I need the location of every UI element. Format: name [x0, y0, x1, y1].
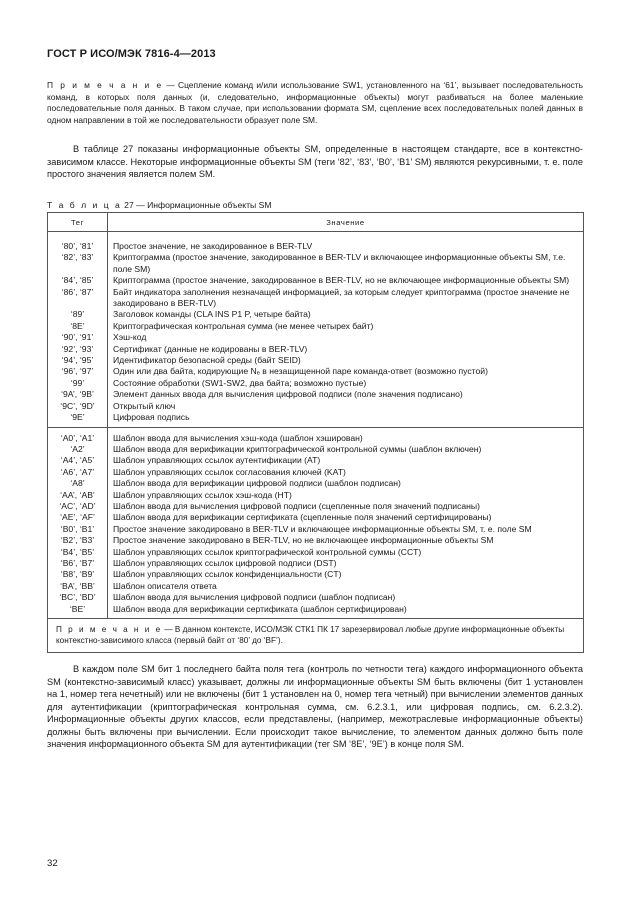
table-row — [48, 569, 584, 580]
table-row — [48, 581, 584, 592]
value-cell: Криптограмма (простое значение, закодированное в BER-TLV, но не включающее информационные объекты SM) — [108, 275, 584, 286]
tag-cell: ‘A2’ — [48, 444, 108, 455]
tag-cell: ‘AA’, ‘AB’ — [48, 490, 108, 501]
table-row — [48, 478, 584, 489]
value-cell: Шаблон ввода для вычисления хэш-кода (шаблон хэширован) — [108, 427, 584, 444]
value-cell: Простое значение, не закодированное в BER-TLV — [108, 241, 584, 252]
table-row — [48, 412, 584, 427]
tag-cell: ‘A0’, ‘A1’ — [48, 427, 108, 444]
tag-cell: ‘BA’, ‘BB’ — [48, 581, 108, 592]
tag-cell: ‘90’, ‘91’ — [48, 332, 108, 343]
table-row — [48, 490, 584, 501]
tag-cell: ‘89’ — [48, 309, 108, 320]
tag-cell: ‘94’, ‘95’ — [48, 355, 108, 366]
column-header-value: Значение — [108, 213, 584, 232]
value-cell: Заголовок команды (CLA INS P1 P, четыре байта) — [108, 309, 584, 320]
tag-cell: ‘AE’, ‘AF’ — [48, 512, 108, 523]
value-cell: Шаблон ввода для верификации криптографической контрольной суммы (шаблон включен) — [108, 444, 584, 455]
value-cell: Байт индикатора заполнения незначащей информацией, за которым следует криптограмма (простое значение не закодировано в BER-TLV) — [108, 287, 584, 310]
table-row — [48, 512, 584, 523]
table-row — [48, 604, 584, 619]
value-cell: Один или два байта, кодирующие Nₑ в незащищенной паре команда-ответ (возможно пустой) — [108, 366, 584, 377]
value-cell: Криптограмма (простое значение, закодированное в BER-TLV и включающее информационные объекты SM, т.е. поле SM) — [108, 252, 584, 275]
table-note-label: П р и м е ч а н и е — [56, 625, 163, 634]
table-row — [48, 287, 584, 310]
tag-cell: ‘9A’, ‘9B’ — [48, 389, 108, 400]
tag-cell: ‘B8’, ‘B9’ — [48, 569, 108, 580]
tag-cell: ‘9E’ — [48, 412, 108, 427]
table-row — [48, 366, 584, 377]
column-header-tag: Тег — [48, 213, 108, 232]
tag-cell: ‘80’, ‘81’ — [48, 241, 108, 252]
value-cell: Простое значение закодировано в BER-TLV, но не включающее информационные объекты SM — [108, 535, 584, 546]
tag-cell: ‘99’ — [48, 378, 108, 389]
table-caption-label: Т а б л и ц а — [47, 200, 122, 210]
value-cell: Сертификат (данные не кодированы в BER-TLV) — [108, 344, 584, 355]
table-spacer — [48, 232, 584, 242]
table-row — [48, 241, 584, 252]
value-cell: Шаблон управляющих ссылок криптографической контрольной суммы (CCT) — [108, 547, 584, 558]
tag-cell: ‘82’, ‘83’ — [48, 252, 108, 275]
sm-objects-table — [47, 212, 584, 653]
value-cell: Шаблон ввода для вычисления цифровой подписи (сцепленные поля значений подписаны) — [108, 501, 584, 512]
table-row — [48, 427, 584, 444]
value-cell: Простое значение закодировано в BER-TLV и включающее информационные объекты SM, т. е. поле SM — [108, 524, 584, 535]
value-cell: Элемент данных ввода для вычисления цифровой подписи (поле значения подписано) — [108, 389, 584, 400]
value-cell: Шаблон описателя ответа — [108, 581, 584, 592]
tag-cell: ‘92’, ‘93’ — [48, 344, 108, 355]
tag-cell: ‘BE’ — [48, 604, 108, 619]
table-note-text: — В данном контексте, ИСО/МЭК СТК1 ПК 17 зарезервировал любые другие информационные объекты контекстно-зависимого класса (первый байт от ‘80’ до ‘BF’). — [56, 625, 565, 646]
tag-cell: ‘AC’, ‘AD’ — [48, 501, 108, 512]
table-row — [48, 535, 584, 546]
tag-cell: ‘96’, ‘97’ — [48, 366, 108, 377]
body-paragraph-2: В каждом поле SM бит 1 последнего байта поля тега (контроль по четности тега) каждого информационного объекта SM (контекстно-зависимый класс) указывает, должны ли информационные объекты SM быть включены (бит 1 установлен на 1, номер тега нечетный) или не включены (бит 1 установлен на 0, номер тега четный) при вычислении элементов данных для аутентификации (криптографическая контрольная сумма, см. 6.2.3.1, или цифровая подпись, см. 6.2.3.2). Информационные объекты других классов, если представлены, (например, межотраслевые информационные объекты) должны быть включены при вычислении. Если происходит такое вычисление, то элементом данных должно быть поле значения информационного объекта SM для аутентификации (тег SM ‘8E’, ‘9E’) в конце поля SM. — [47, 664, 583, 749]
table-row — [48, 321, 584, 332]
document-header: ГОСТ Р ИСО/МЭК 7816-4—2013 — [47, 48, 216, 60]
table-row — [48, 275, 584, 286]
table-row — [48, 455, 584, 466]
value-cell: Шаблон управляющих ссылок аутентификации (AT) — [108, 455, 584, 466]
value-cell: Шаблон ввода для верификации цифровой подписи (шаблон подписан) — [108, 478, 584, 489]
value-cell: Криптографическая контрольная сумма (не менее четырех байт) — [108, 321, 584, 332]
tag-cell: ‘8E’ — [48, 321, 108, 332]
tag-cell: ‘9C’, ‘9D’ — [48, 401, 108, 412]
tag-cell: ‘A8’ — [48, 478, 108, 489]
table-row — [48, 252, 584, 275]
value-cell: Шаблон ввода для вычисления цифровой подписи (шаблон подписан) — [108, 592, 584, 603]
table-row — [48, 524, 584, 535]
tag-cell: ‘B0’, ‘B1’ — [48, 524, 108, 535]
value-cell: Идентификатор безопасной среды (байт SEID) — [108, 355, 584, 366]
value-cell: Цифровая подпись — [108, 412, 584, 427]
tag-cell: ‘A6’, ‘A7’ — [48, 467, 108, 478]
value-cell: Шаблон ввода для верификации сертификата (шаблон сертифицирован) — [108, 604, 584, 619]
table-row — [48, 558, 584, 569]
table-row — [48, 592, 584, 603]
value-cell: Шаблон управляющих ссылок конфиденциальности (CT) — [108, 569, 584, 580]
table-caption — [47, 200, 272, 210]
page-number: 32 — [47, 858, 58, 869]
value-cell: Шаблон ввода для верификации сертификата (сцепленные поля значений сертифицированы) — [108, 512, 584, 523]
table-row — [48, 344, 584, 355]
value-cell: Шаблон управляющих ссылок хэш-кода (HT) — [108, 490, 584, 501]
body-paragraph-1: В таблице 27 показаны информационные объекты SM, определенные в настоящем стандарте, все в контекстно-зависимом классе. Некоторые информационные объекты SM (теги ‘82’, ‘83’, ‘B0’, ‘B1’ SM) являются рекурсивными, т. е. поле простого значения является полем SM. — [47, 144, 583, 179]
value-cell: Шаблон управляющих ссылок согласования ключей (KAT) — [108, 467, 584, 478]
note-text: — Сцепление команд и/или использование SW1, установленного на ‘61’, вызывает последовательность команд, в которых поля данных (и, следовательно, информационные объекты) могут разбиваться на более маленькие последовательные поля данных. В таком случае, при использовании формата SM, сцепление всех последовательных полей данных в одном направлении в той же последовательности образует поле SM. — [47, 80, 583, 125]
tag-cell: ‘B2’, ‘B3’ — [48, 535, 108, 546]
table-row — [48, 444, 584, 455]
table-note — [48, 619, 584, 653]
table-row — [48, 467, 584, 478]
table-row — [48, 309, 584, 320]
tag-cell: ‘B6’, ‘B7’ — [48, 558, 108, 569]
tag-cell: ‘84’, ‘85’ — [48, 275, 108, 286]
table-header-row — [48, 213, 584, 232]
tag-cell: ‘86’, ‘87’ — [48, 287, 108, 310]
value-cell: Состояние обработки (SW1-SW2, два байта; возможно пустые) — [108, 378, 584, 389]
table-row — [48, 378, 584, 389]
table-note-row — [48, 619, 584, 653]
value-cell: Хэш-код — [108, 332, 584, 343]
table-row — [48, 401, 584, 412]
table-row — [48, 389, 584, 400]
tag-cell: ‘A4’, ‘A5’ — [48, 455, 108, 466]
table-row — [48, 355, 584, 366]
table-row — [48, 332, 584, 343]
note-label: П р и м е ч а н и е — [47, 80, 164, 90]
table-row — [48, 501, 584, 512]
table-row — [48, 547, 584, 558]
note-paragraph — [47, 80, 583, 126]
value-cell: Шаблон управляющих ссылок цифровой подписи (DST) — [108, 558, 584, 569]
tag-cell: ‘BC’, ‘BD’ — [48, 592, 108, 603]
table-caption-text: 27 — Информационные объекты SM — [121, 200, 272, 210]
tag-cell: ‘B4’, ‘B5’ — [48, 547, 108, 558]
value-cell: Открытый ключ — [108, 401, 584, 412]
